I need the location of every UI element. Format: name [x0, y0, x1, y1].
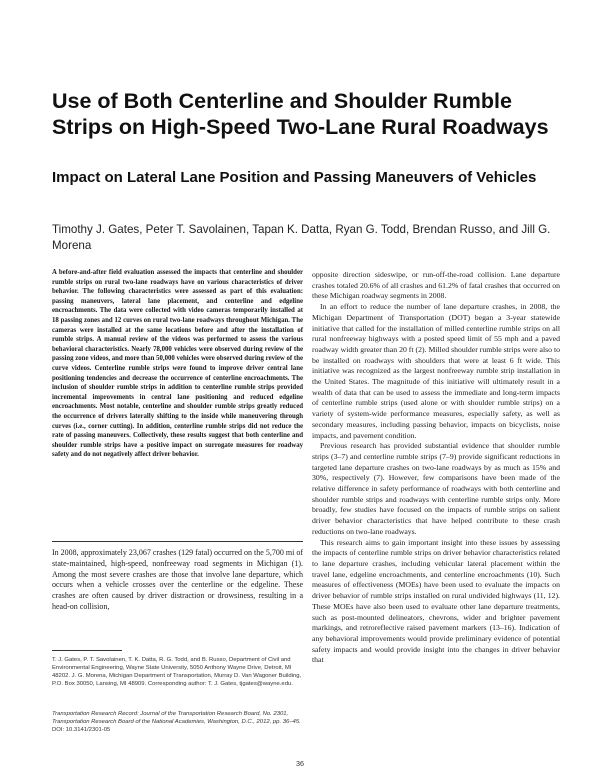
page-number: 36: [296, 759, 304, 768]
journal-citation: Transportation Research Record: Journal of the Transportation Research Board, No. 2301, Transportation Research Board of the National Academies, Washington, D.C., 2012, pp. 36–45.: [52, 711, 301, 726]
body-paragraph: In an effort to reduce the number of lane departure crashes, in 2008, the Michigan Department of Transportation (DOT) began a 3-year statewide initiative that called for the installation of milled centerline rumble strips on all rural nonfreeway highways with a posted speed limit of 55 mph and a paved roadway width greater than 20 ft (2). Milled shoulder rumble strips were also to be installed on roadways with shoulders that were at least 6 ft wide. This initiative was recognized as the largest nonfreeway rumble strip installation in the United States. The magnitude of this initiative will ultimately result in a wealth of data that can be used to assess the immediate and long-term impacts of centerline rumble strips (used alone or with shoulder rumble strips) on a variety of system-wide performance measures, especially safety, as well as secondary measures, including passing behavior, impacts on bicyclists, noise impacts, and pavement condition.: [312, 302, 560, 440]
abstract-divider: [52, 541, 303, 542]
body-paragraph: Previous research has provided substantial evidence that shoulder rumble strips (3–7) and centerline rumble strips (7–9) provide significant reductions in targeted lane departure crashes on two-lane roadways by as much as 15% and 30%, respectively (7). However, few comparisons have been made of the relative difference in safety performance of roadways with both centerline and shoulder rumble strips and roadways with centerline rumble strips only. More broadly, few studies have focused on the impacts of rumble strips on salient driver behavior characteristics that have helped contribute to these crash reductions on two-lane roadways.: [312, 441, 560, 536]
paper-subtitle: Impact on Lateral Lane Position and Passing Maneuvers of Vehicles: [52, 169, 537, 186]
abstract: A before-and-after field evaluation assessed the impacts that centerline and shoulder rumble strips on rural two-lane roadways have on various characteristics of driver behavior. The following characteristics were assessed as part of this evaluation: passing maneuvers, lateral lane placement, and centerline and edgeline encroachments. The data were collected with video cameras temporarily installed at 18 passing zones and 12 curves on rural two-lane roadways throughout Michigan. The cameras were installed at the same locations before and after the installation of rumble strips. A manual review of the videos was performed to assess the various behavioral characteristics. Nearly 78,000 vehicles were observed during review of the passing zone videos, and more than 50,000 vehicles were observed during review of the curve videos. Centerline rumble strips were found to improve driver central lane positioning tendencies and decrease the occurrence of centerline encroachments. The inclusion of shoulder rumble strips in addition to centerline rumble strips provided incremental improvements in central lane positioning and reduced edgeline encroachments. Most notable, centerline and shoulder rumble strips greatly reduced the occurrence of drivers laterally shifting to the inside while maneuvering through curves (i.e., corner cutting). In addition, centerline rumble strips did not reduce the rate of passing maneuvers. Collectively, these results suggest that both centerline and shoulder rumble strips have a positive impact on surrogate measures for roadway safety and do not negatively affect driver behavior.: [52, 269, 303, 459]
author-list: Timothy J. Gates, Peter T. Savolainen, Tapan K. Datta, Ryan G. Todd, Brendan Russo, and Jill G. Morena: [52, 223, 551, 252]
author-affiliation-footnote: T. J. Gates, P. T. Savolainen, T. K. Datta, R. G. Todd, and B. Russo, Department of Civil and Environmental Engineering, Wayne State University, 5050 Anthony Wayne Drive, Detroit, MI 48202. J. G. Morena, Michigan Department of Transportation, Murray D. Van Wagoner Building, P.O. Box 30050, Lansing, MI 48909. Corresponding author: T. J. Gates, tjgates@wayne.edu.: [52, 657, 302, 688]
paper-title: Use of Both Centerline and Shoulder Rumble Strips on High-Speed Two-Lane Rural Roadways: [52, 89, 549, 139]
right-column: [312, 270, 560, 666]
intro-paragraph: In 2008, approximately 23,067 crashes (129 fatal) occurred on the 5,700 mi of state-maintained, high-speed, nonfreeway road segments in Michigan (1). Among the most severe crashes are those that involve lane departure, which occurs when a vehicle crosses over the centerline or the edgeline. These crashes are often caused by driver distraction or drowsiness, resulting in a head-on collision,: [52, 548, 303, 611]
body-paragraph: This research aims to gain important insight into these issues by assessing the impacts of centerline rumble strips on driver behavior characteristics related to lane departure crashes, including vehicular lateral placement within the travel lane, edgeline encroachments, and centerline encroachments (10). Such measures of effectiveness (MOEs) have been used to evaluate the impacts on driver behavior of rumble strips installed on rural undivided highways (11, 12). These MOEs have also been used to evaluate other lane departure treatments, such as post-mounted delineators, chevrons, wider and brighter pavement markings, and retroreflective raised pavement markers (13–16). Indication of any behavioral improvements would provide preliminary evidence of potential safety impacts and would provide insight into the changes in driver behavior that: [312, 537, 560, 665]
journal-citation-footnote: [52, 710, 303, 734]
doi-text: DOI: 10.3141/2301-05: [52, 727, 111, 734]
intro-column: [52, 548, 303, 613]
body-paragraph: opposite direction sideswipe, or run-off-the-road collision. Lane departure crashes totaled 20.6% of all crashes and 61.2% of fatal crashes that occurred on these Michigan roadway segments in 2008.: [312, 270, 560, 301]
footnote-divider: [52, 650, 122, 651]
